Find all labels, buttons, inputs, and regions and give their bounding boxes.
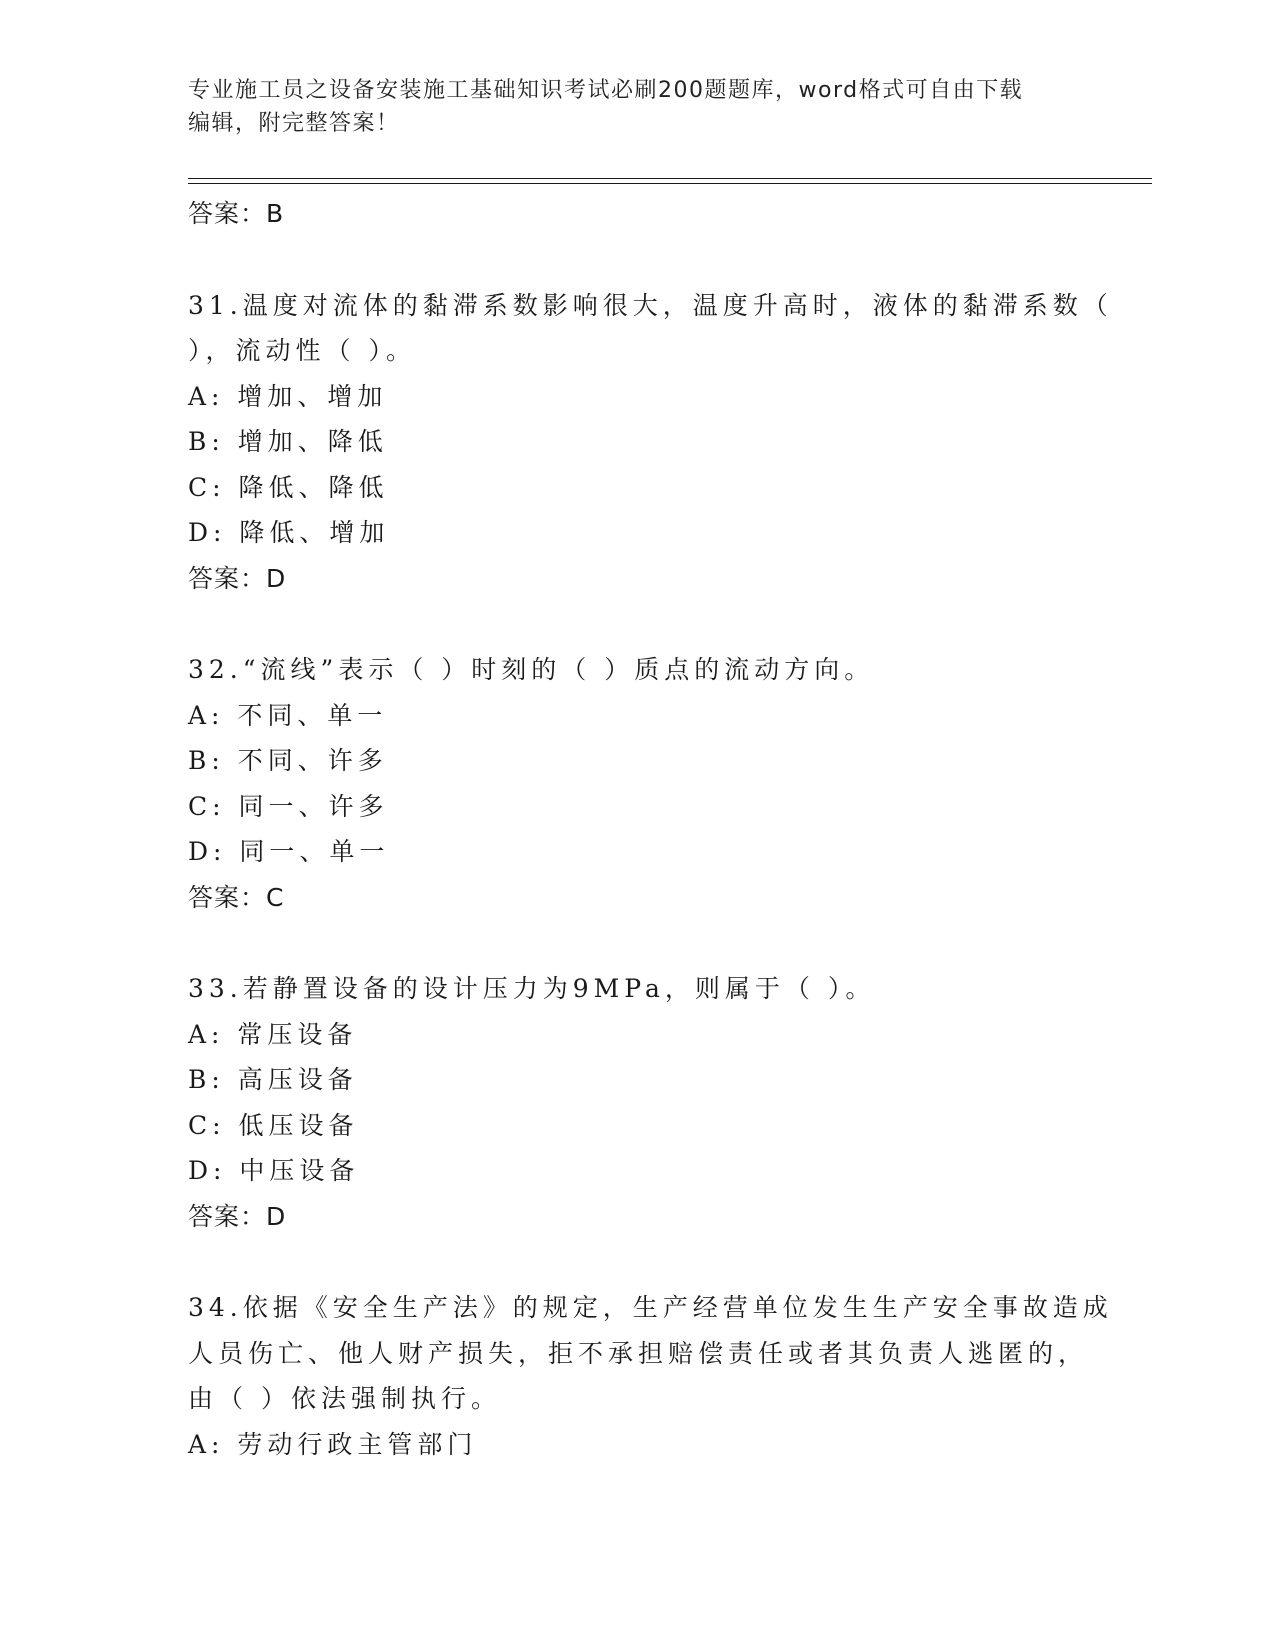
option-b: B: 不同、许多 <box>188 746 388 775</box>
option-a: A: 劳动行政主管部门 <box>188 1429 478 1459</box>
header-rule-bottom <box>188 183 1152 184</box>
question-31 <box>188 283 1113 602</box>
answer-line: 答案：D <box>188 1201 287 1231</box>
option-c: C: 同一、许多 <box>188 791 389 821</box>
option-a: A: 不同、单一 <box>188 700 388 730</box>
header-title-line-2: 编辑，附完整答案！ <box>188 111 400 136</box>
option-a: A: 增加、增加 <box>188 381 388 411</box>
option-c: C: 低压设备 <box>188 1110 359 1140</box>
option-d: D: 降低、增加 <box>188 518 390 547</box>
answer-line: 答案：D <box>188 563 287 593</box>
question-text: 33.若静置设备的设计压力为9MPa，则属于（ ）。 <box>188 974 876 1003</box>
question-text: 人员伤亡、他人财产损失，拒不承担赔偿责任或者其负责人逃匿的， <box>188 1338 1089 1368</box>
option-c: C: 降低、降低 <box>188 472 389 502</box>
option-d: D: 中压设备 <box>188 1156 360 1185</box>
question-text: 32.“流线”表示（ ）时刻的（ ）质点的流动方向。 <box>188 655 875 684</box>
answer-line: 答案：B <box>188 199 285 228</box>
header-title-line-1: 专业施工员之设备安装施工基础知识考试必刷200题题库，word格式可自由下载 <box>188 78 1024 103</box>
answer-line: 答案：C <box>188 882 285 912</box>
question-text: ），流动性（ ）。 <box>188 336 416 365</box>
option-a: A: 常压设备 <box>188 1019 358 1049</box>
question-text: 34.依据《安全生产法》的规定，生产经营单位发生生产安全事故造成 <box>188 1293 1113 1322</box>
question-text: 31.温度对流体的黏滞系数影响很大，温度升高时，液体的黏滞系数（ <box>188 290 1113 320</box>
question-text: 由（ ）依法强制执行。 <box>188 1384 501 1413</box>
option-b: B: 高压设备 <box>188 1065 358 1094</box>
question-list <box>188 191 1113 1467</box>
question-32 <box>188 647 1088 920</box>
document-header <box>188 74 1088 140</box>
question-33 <box>188 966 1088 1239</box>
option-d: D: 同一、单一 <box>188 837 390 866</box>
option-b: B: 增加、降低 <box>188 427 388 456</box>
question-34 <box>188 1285 1113 1467</box>
header-rule-top <box>188 178 1152 179</box>
